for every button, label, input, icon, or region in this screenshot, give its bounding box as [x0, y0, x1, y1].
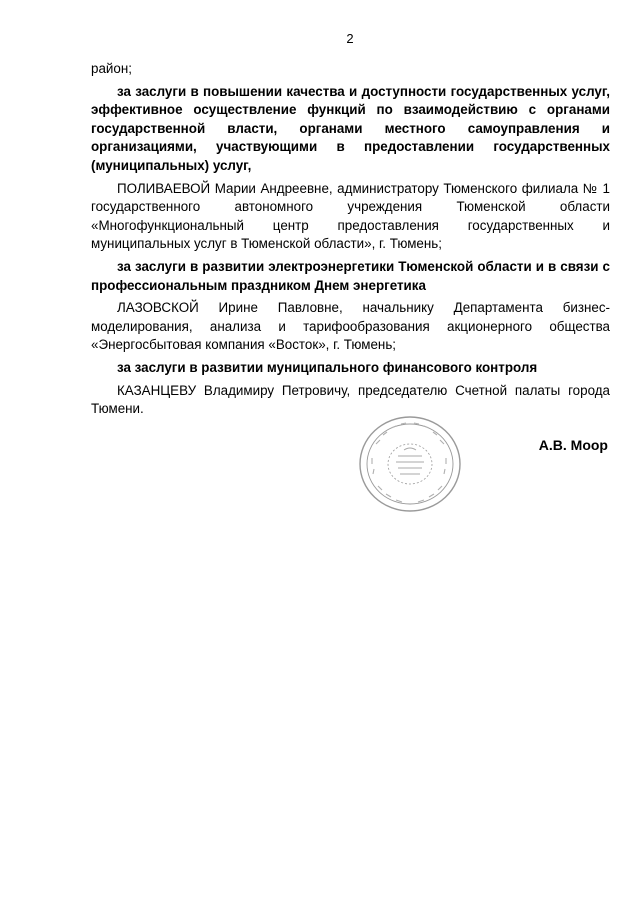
document-body — [91, 60, 610, 419]
page-number: 2 — [346, 31, 354, 46]
signature-name: А.В. Моор — [538, 437, 608, 453]
award-reason-public-services: за заслуги в повышении качества и доступности государственных услуг, эффективное осуществление функций по взаимодействию с органами государственной власти, органами местного самоуправления и организациями, участвующими в предоставлении государственных (муниципальных) услуг, — [91, 83, 610, 173]
award-reason-financial-control: за заслуги в развитии муниципального финансового контроля — [117, 359, 538, 375]
awardee-kazantsev: КАЗАНЦЕВУ Владимиру Петровичу, председателю Счетной палаты города Тюмени. — [91, 382, 610, 417]
paragraph-continuation: район; — [91, 61, 132, 76]
awardee-polivaeva: ПОЛИВАЕВОЙ Марии Андреевне, администратору Тюменского филиала № 1 государственного автономного учреждения Тюменской области «Многофункциональный центр предоставления государственных и муниципальных услуг в Тюменской области», г. Тюмень; — [91, 180, 610, 252]
official-seal-image — [356, 414, 464, 514]
award-reason-energy: за заслуги в развитии электроэнергетики Тюменской области и в связи с профессиональным праздником Днем энергетика — [91, 258, 610, 293]
awardee-lazovskaya: ЛАЗОВСКОЙ Ирине Павловне, начальнику Департамента бизнес-моделирования, анализа и тарифообразования акционерного общества «Энергосбытовая компания «Восток», г. Тюмень; — [91, 300, 610, 353]
